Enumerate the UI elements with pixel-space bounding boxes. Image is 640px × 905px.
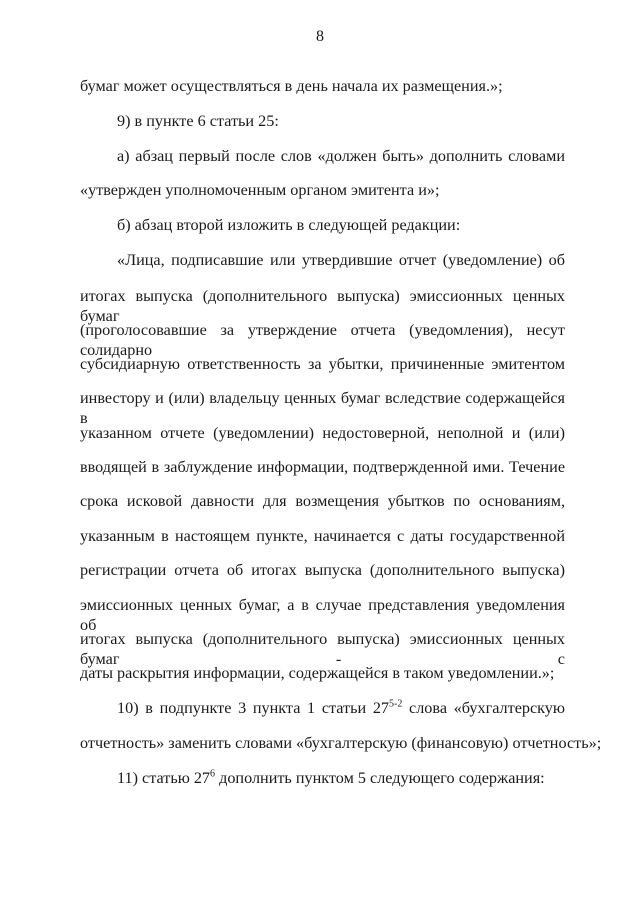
text-line: (проголосовавшие за утверждение отчета (уведомления), несут солидарно xyxy=(80,321,565,359)
item10-text-end: слова «бухгалтерскую xyxy=(402,699,565,717)
text-line: бумаг может осуществляться в день начала их размещения.»; xyxy=(80,77,503,95)
text-line: эмиссионных ценных бумаг, а в случае представления уведомления об xyxy=(80,596,565,634)
list-item-11 xyxy=(117,768,565,788)
quote-end: даты раскрытия информации, содержащейся в таком уведомлении.»; xyxy=(80,664,555,682)
quote-start: «Лица, подписавшие или утвердившие отчет (уведомление) об xyxy=(117,251,565,269)
text-line: итогах выпуска (дополнительного выпуска) эмиссионных ценных бумаг - с xyxy=(80,630,565,668)
text-line: регистрации отчета об итогах выпуска (дополнительного выпуска) xyxy=(80,561,565,579)
text-line: «утвержден уполномоченным органом эмитента и»; xyxy=(80,181,440,199)
list-item-10 xyxy=(117,698,565,718)
subitem-b: б) абзац второй изложить в следующей редакции: xyxy=(117,216,461,234)
text-line: инвестору и (или) владельцу ценных бумаг вследствие содержащейся в xyxy=(80,389,565,427)
subitem-a: а) абзац первый после слов «должен быть» дополнить словами xyxy=(117,147,565,165)
list-item-9: 9) в пункте 6 статьи 25: xyxy=(117,112,279,130)
text-line: срока исковой давности для возмещения убытков по основаниям, xyxy=(80,492,565,510)
item11-text: 11) статью 27 xyxy=(117,769,211,787)
item11-text-end: дополнить пунктом 5 следующего содержания: xyxy=(215,769,545,787)
text-line: отчетность» заменить словами «бухгалтерскую (финансовую) отчетность»; xyxy=(80,734,602,752)
item11-superscript: 6 xyxy=(210,768,216,780)
text-line: указанном отчете (уведомлении) недостоверной, неполной и (или) xyxy=(80,424,565,442)
page-number: 8 xyxy=(316,28,324,45)
text-line: субсидиарную ответственность за убытки, причиненные эмитентом xyxy=(80,355,565,373)
text-line: итогах выпуска (дополнительного выпуска) эмиссионных ценных бумаг xyxy=(80,287,565,325)
text-line: указанным в настоящем пункте, начинается с даты государственной xyxy=(80,527,565,545)
item10-superscript: 5-2 xyxy=(389,698,403,710)
item10-text: 10) в подпункте 3 пункта 1 статьи 27 xyxy=(117,699,390,717)
text-line: вводящей в заблуждение информации, подтвержденной ими. Течение xyxy=(80,458,565,476)
